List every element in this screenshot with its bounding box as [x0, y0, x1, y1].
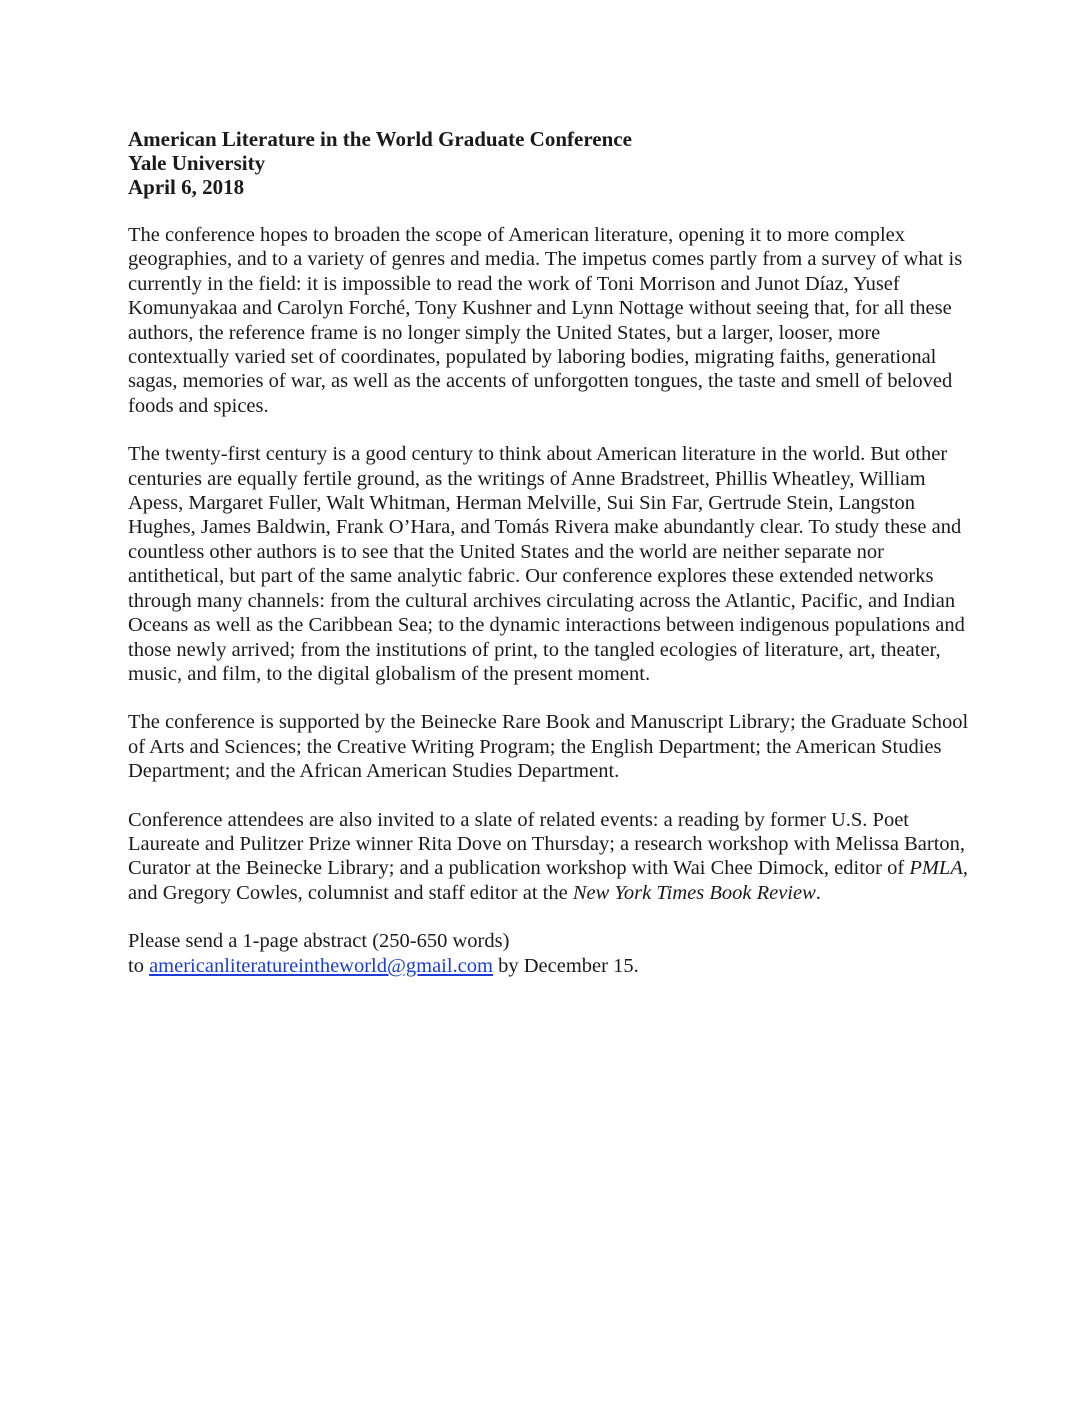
paragraph-submission: [128, 929, 978, 978]
nyt-book-review-title: New York Times Book Review: [572, 881, 816, 904]
submission-line-1: Please send a 1-page abstract (250-650 words): [128, 930, 510, 953]
submission-email-link[interactable]: americanliteratureintheworld@gmail.com: [149, 954, 493, 977]
paragraph-events: [128, 808, 978, 906]
events-text-3: .: [815, 881, 821, 904]
events-text-1: Conference attendees are also invited to a slate of related events: a reading by former U.S. Poet Laureate and Pulitzer Prize winner Rita Dove on Thursday; a research workshop with Melissa Barton, Curator at the Beinecke Library; and a publication workshop with Wai Chee Dimock, editor of: [128, 808, 966, 880]
paragraph-sponsors: The conference is supported by the Beinecke Rare Book and Manuscript Library; the Graduate School of Arts and Sciences; the Creative Writing Program; the English Department; the American Studies Department; and the African American Studies Department.: [128, 711, 969, 783]
submission-deadline: by December 15.: [492, 954, 639, 977]
document-page: [128, 127, 978, 1002]
conference-date: April 6, 2018: [128, 175, 245, 199]
submission-to: to: [128, 954, 150, 977]
conference-title: American Literature in the World Graduate Conference: [128, 127, 632, 151]
paragraph-centuries: The twenty-first century is a good century to think about American literature in the world. But other centuries are equally fertile ground, as the writings of Anne Bradstreet, Phillis Wheatley, William Apess, Margaret Fuller, Walt Whitman, Herman Melville, Sui Sin Far, Gertrude Stein, Langston Hughes, James Baldwin, Frank O’Hara, and Tomás Rivera make abundantly clear. To study these and countless other authors is to see that the United States and the world are neither separate nor antithetical, but part of the same analytic fabric. Our conference explores these extended networks through many channels: from the cultural archives circulating across the Atlantic, Pacific, and Indian Oceans as well as the Caribbean Sea; to the dynamic interactions between indigenous populations and those newly arrived; from the institutions of print, to the tangled ecologies of literature, art, theater, music, and film, to the digital globalism of the present moment.: [128, 443, 965, 685]
paragraph-scope: The conference hopes to broaden the scope of American literature, opening it to more complex geographies, and to a variety of genres and media. The impetus comes partly from a survey of what is currently in the field: it is impossible to read the work of Toni Morrison and Junot Díaz, Yusef Komunyakaa and Carolyn Forché, Tony Kushner and Lynn Nottage without seeing that, for all these authors, the reference frame is no longer simply the United States, but a larger, looser, more contextually varied set of coordinates, populated by laboring bodies, migrating faiths, generational sagas, memories of war, as well as the accents of unforgotten tongues, the taste and smell of beloved foods and spices.: [128, 224, 963, 417]
document-header: [128, 127, 978, 199]
conference-institution: Yale University: [128, 151, 266, 175]
pmla-title: PMLA: [909, 857, 963, 880]
events-text-2: , and Gregory Cowles, columnist and staff editor at the: [128, 857, 968, 904]
